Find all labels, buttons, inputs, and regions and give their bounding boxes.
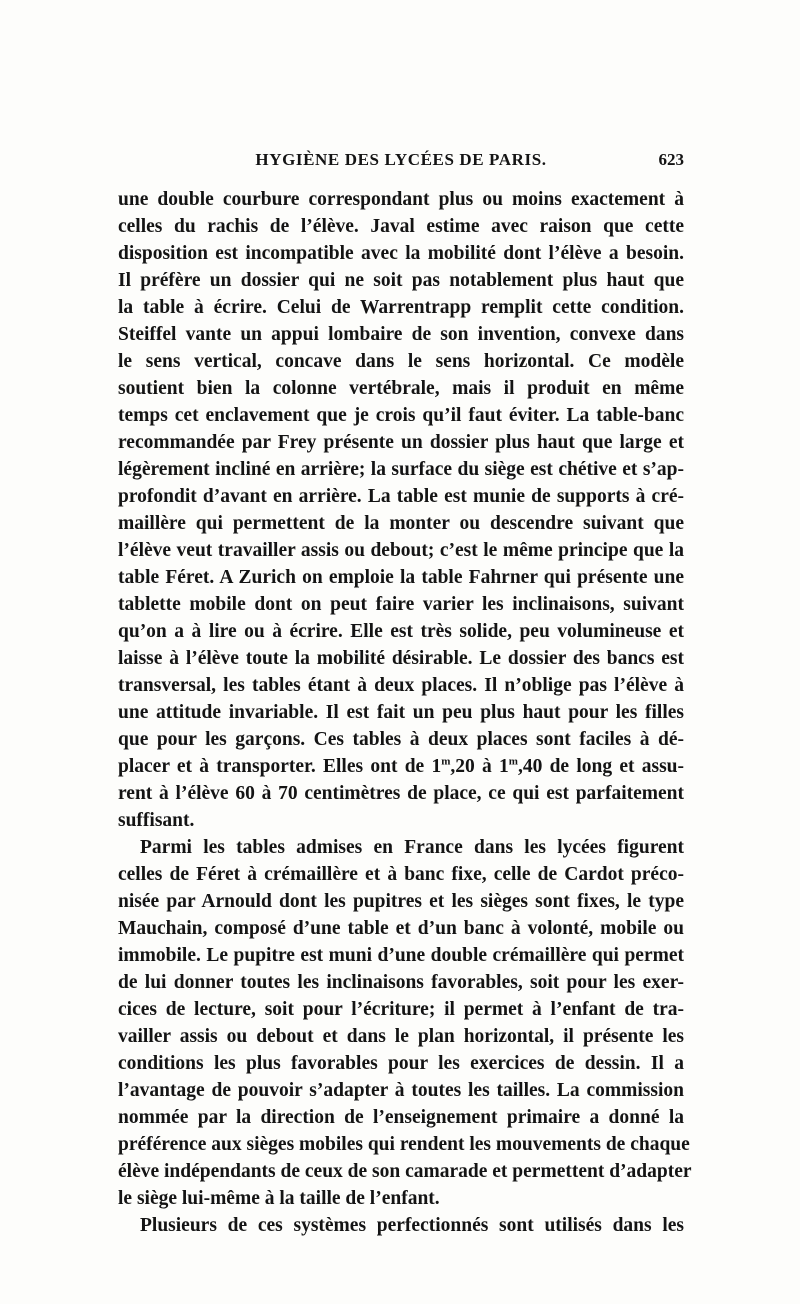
page-header: [118, 150, 684, 180]
text-line: maillère qui permettent de la monter ou descendre suivant que: [118, 513, 684, 534]
text-line: laisse à l’élève toute la mobilité désirable. Le dossier des bancs est: [118, 648, 684, 669]
paragraph-start-line: Parmi les tables admises en France dans les lycées figurent: [140, 837, 684, 858]
text-line: cices de lecture, soit pour l’écriture; il permet à l’enfant de tra-: [118, 999, 684, 1020]
text-line: celles du rachis de l’élève. Javal estime avec raison que cette: [118, 216, 684, 237]
running-title: HYGIÈNE DES LYCÉES DE PARIS.: [255, 150, 547, 169]
text-line: transversal, les tables étant à deux places. Il n’oblige pas l’élève à: [118, 675, 684, 696]
text-line: qu’on a à lire ou à écrire. Elle est très solide, peu volumineuse et: [118, 621, 684, 642]
superscript-meter-unit: m: [508, 755, 518, 768]
superscript-meter-unit: m: [441, 755, 451, 768]
text-line: nisée par Arnould dont les pupitres et les sièges sont fixes, le type: [118, 891, 684, 912]
body-text: [118, 186, 692, 1239]
text-line: l’avantage de pouvoir s’adapter à toutes les tailles. La commission: [118, 1080, 684, 1101]
text-line: l’élève veut travailler assis ou debout; c’est le même principe que la: [118, 540, 684, 561]
text-line: légèrement incliné en arrière; la surface du siège est chétive et s’ap-: [118, 459, 684, 480]
text-line: préférence aux sièges mobiles qui rendent les mouvements de chaque: [118, 1134, 690, 1155]
text-line: recommandée par Frey présente un dossier plus haut que large et: [118, 432, 684, 453]
paragraph-start-line: Plusieurs de ces systèmes perfectionnés sont utilisés dans les: [140, 1215, 684, 1236]
text-line: rent à l’élève 60 à 70 centimètres de place, ce qui est parfaitement: [118, 783, 684, 804]
page-number: 623: [658, 150, 684, 169]
text-line: disposition est incompatible avec la mobilité dont l’élève a besoin.: [118, 243, 684, 264]
text-line: celles de Féret à crémaillère et à banc fixe, celle de Cardot préco-: [118, 864, 684, 885]
text-line: élève indépendants de ceux de son camarade et permettent d’adapter: [118, 1161, 692, 1182]
text-line: Il préfère un dossier qui ne soit pas notablement plus haut que: [118, 270, 684, 291]
text-line: la table à écrire. Celui de Warrentrapp remplit cette condition.: [118, 297, 684, 318]
text-line: une double courbure correspondant plus ou moins exactement à: [118, 189, 684, 210]
text-line: de lui donner toutes les inclinaisons favorables, soit pour les exer-: [118, 972, 684, 993]
text-segment: ,40 de long et assu-: [517, 756, 685, 777]
text-segment: ,20 à 1: [450, 756, 509, 777]
text-line: table Féret. A Zurich on emploie la table Fahrner qui présente une: [118, 567, 684, 588]
text-line-with-superscripts: [118, 753, 684, 780]
text-line: temps cet enclavement que je crois qu’il faut éviter. La table-banc: [118, 405, 684, 426]
text-line: nommée par la direction de l’enseignement primaire a donné la: [118, 1107, 684, 1128]
text-line: une attitude invariable. Il est fait un peu plus haut pour les filles: [118, 702, 684, 723]
text-line: conditions les plus favorables pour les exercices de dessin. Il a: [118, 1053, 684, 1074]
text-segment: placer et à transporter. Elles ont de 1: [118, 756, 442, 777]
text-line: suffisant.: [118, 810, 195, 831]
text-line: immobile. Le pupitre est muni d’une double crémaillère qui permet: [118, 945, 684, 966]
text-line: vailler assis ou debout et dans le plan horizontal, il présente les: [118, 1026, 684, 1047]
text-line: soutient bien la colonne vertébrale, mais il produit en même: [118, 378, 684, 399]
text-line: le siège lui-même à la taille de l’enfant.: [118, 1188, 440, 1209]
text-line: profondit d’avant en arrière. La table est munie de supports à cré-: [118, 486, 684, 507]
text-line: le sens vertical, concave dans le sens horizontal. Ce modèle: [118, 351, 684, 372]
text-line: Mauchain, composé d’une table et d’un banc à volonté, mobile ou: [118, 918, 684, 939]
text-line: tablette mobile dont on peut faire varier les inclinaisons, suivant: [118, 594, 684, 615]
text-line: Steiffel vante un appui lombaire de son invention, convexe dans: [118, 324, 684, 345]
text-line: que pour les garçons. Ces tables à deux places sont faciles à dé-: [118, 729, 684, 750]
